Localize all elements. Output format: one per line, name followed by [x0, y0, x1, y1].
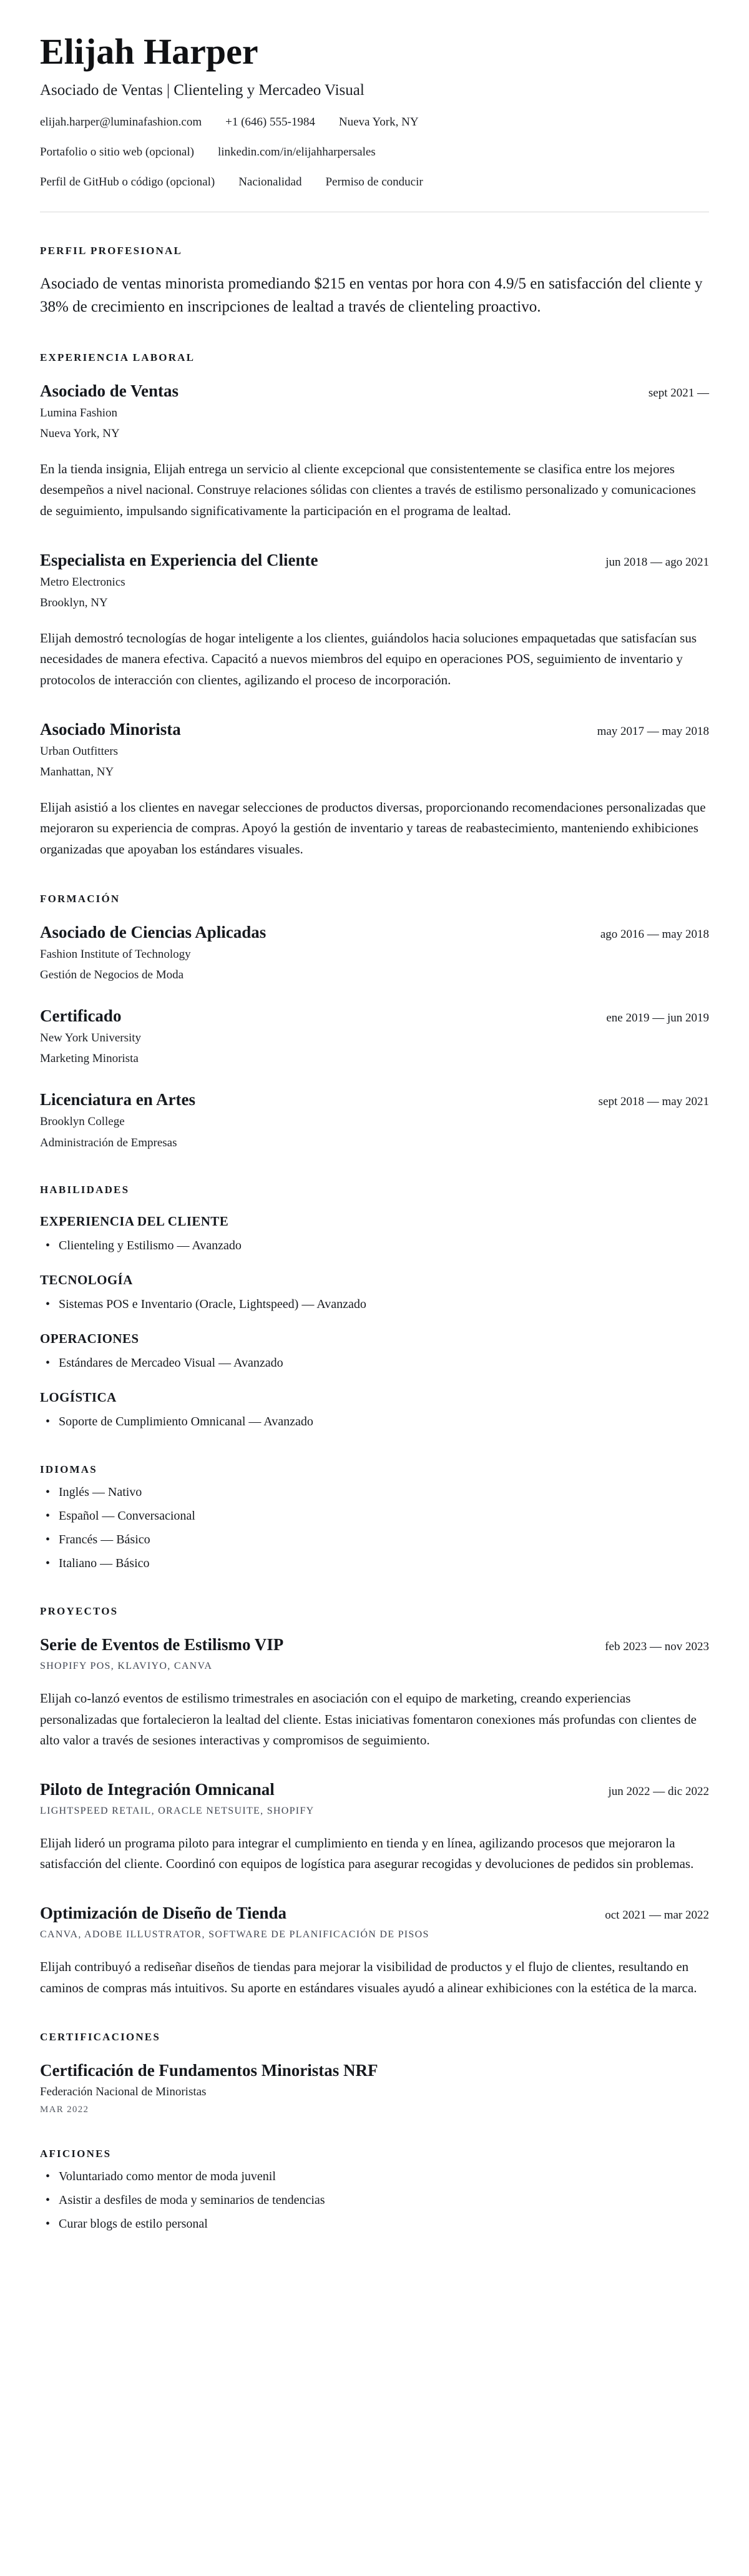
degree-dates: ene 2019 — jun 2019: [606, 1011, 709, 1025]
section-skills: [40, 1184, 709, 1431]
job-dates: sept 2021 —: [648, 386, 709, 400]
portfolio-text: Portafolio o sitio web (opcional): [40, 145, 194, 159]
entry-head: [40, 551, 709, 570]
project-description: Elijah co-lanzó eventos de estilismo trimestrales en asociación con el equipo de marketing, creando experiencias personalizadas que fortalecieron la lealtad del cliente. Estas iniciativas fomentaron conexiones más profundas con clientes de alto valor a través de sesiones interactivas y compromisos de seguimiento.: [40, 1691, 697, 1748]
hobby-item: • Asistir a desfiles de moda y seminarios de tendencias: [40, 2191, 709, 2210]
entry-head: [40, 381, 709, 401]
education-entry: [40, 1090, 709, 1151]
skill-list: [40, 1413, 709, 1431]
project-entry: [40, 1780, 709, 1875]
job-dates: jun 2018 — ago 2021: [605, 555, 709, 569]
experience-entry: [40, 720, 709, 860]
project-description: Elijah lideró un programa piloto para integrar el cumplimiento en tienda y en línea, agilizando procesos que mejoraron la satisfacción del cliente. Coordinó con equipos de logística para asegurar recogidas y devoluciones de pedidos sin problemas.: [40, 1835, 694, 1872]
degree-dates: sept 2018 — may 2021: [598, 1094, 709, 1108]
entry-head: [40, 1780, 709, 1799]
driving-permit-text: Permiso de conducir: [325, 175, 423, 189]
skill-group-heading: EXPERIENCIA DEL CLIENTE: [40, 1214, 229, 1229]
project-dates: jun 2022 — dic 2022: [608, 1784, 709, 1798]
certification-org: Federación Nacional de Minoristas: [40, 2085, 207, 2099]
experience-entry: [40, 381, 709, 522]
project-title: Serie de Eventos de Estilismo VIP: [40, 1635, 284, 1654]
project-dates: feb 2023 — nov 2023: [605, 1640, 709, 1654]
resume-header: [40, 32, 709, 189]
section-education: [40, 893, 709, 1152]
github-text: Perfil de GitHub o código (opcional): [40, 175, 215, 189]
certifications-heading: CERTIFICACIONES: [40, 2031, 160, 2043]
linkedin-text: linkedin.com/in/elijahharpersales: [217, 145, 376, 159]
hobby-list: [40, 2168, 709, 2233]
hobby-item: • Voluntariado como mentor de moda juvenil: [40, 2168, 709, 2186]
person-headline: Asociado de Ventas | Clienteling y Mercadeo Visual: [40, 81, 365, 99]
section-hobbies: [40, 2148, 709, 2233]
degree-dates: ago 2016 — may 2018: [600, 927, 709, 941]
field-of-study: Marketing Minorista: [40, 1052, 139, 1066]
degree-title: Licenciatura en Artes: [40, 1089, 195, 1109]
project-entry: [40, 1904, 709, 1998]
section-projects: [40, 1605, 709, 1998]
education-heading: FORMACIÓN: [40, 892, 120, 905]
phone-text: +1 (646) 555-1984: [225, 115, 315, 129]
person-name: Elijah Harper: [40, 31, 258, 72]
section-profile: [40, 245, 709, 319]
profile-heading: PERFIL PROFESIONAL: [40, 244, 183, 257]
skill-list: [40, 1237, 709, 1255]
education-entry: [40, 1006, 709, 1068]
skill-group: [40, 1390, 709, 1431]
skill-item: • Sistemas POS e Inventario (Oracle, Lightspeed) — Avanzado: [40, 1295, 709, 1314]
skill-item: • Estándares de Mercadeo Visual — Avanzado: [40, 1354, 709, 1372]
contact-row-3: [40, 175, 709, 189]
project-tools: LIGHTSPEED RETAIL, ORACLE NETSUITE, SHOPIFY: [40, 1805, 315, 1816]
job-location: Brooklyn, NY: [40, 596, 108, 610]
job-description: Elijah demostró tecnologías de hogar inteligente a los clientes, guiándolos hacia soluciones empaquetadas que satisfacían sus necesidades de manera efectiva. Capacitó a nuevos miembros del equipo en operaciones POS, seguimiento de inventario y protocolos de interacción con clientes, agilizando el proceso de incorporación.: [40, 630, 697, 687]
project-title: Optimización de Diseño de Tienda: [40, 1904, 287, 1923]
contact-row-2: [40, 145, 709, 159]
degree-title: Certificado: [40, 1006, 122, 1025]
project-dates: oct 2021 — mar 2022: [605, 1909, 709, 1922]
school-name: New York University: [40, 1031, 142, 1045]
skills-heading: HABILIDADES: [40, 1184, 130, 1196]
entry-head: [40, 1635, 709, 1654]
skill-item: • Soporte de Cumplimiento Omnicanal — Avanzado: [40, 1413, 709, 1431]
job-company: Urban Outfitters: [40, 744, 119, 758]
skill-list: [40, 1354, 709, 1372]
entry-head: [40, 1090, 709, 1109]
job-location: Nueva York, NY: [40, 427, 120, 441]
languages-heading: IDIOMAS: [40, 1463, 97, 1476]
certification-title: Certificación de Fundamentos Minoristas NRF: [40, 2061, 378, 2080]
skill-group-heading: TECNOLOGÍA: [40, 1272, 133, 1288]
language-item: • Inglés — Nativo: [40, 1483, 709, 1502]
entry-head: [40, 1006, 709, 1026]
job-title: Especialista en Experiencia del Cliente: [40, 550, 318, 569]
profile-summary: Asociado de ventas minorista promediando $215 en ventas por hora con 4.9/5 en satisfacción del cliente y 38% de crecimiento en inscripciones de lealtad a través de clienteling proactivo.: [40, 275, 703, 316]
experience-heading: EXPERIENCIA LABORAL: [40, 351, 195, 363]
certification-date: MAR 2022: [40, 2105, 89, 2115]
degree-title: Asociado de Ciencias Aplicadas: [40, 922, 267, 941]
skill-group: [40, 1214, 709, 1255]
education-entry: [40, 923, 709, 984]
nationality-text: Nacionalidad: [238, 175, 302, 189]
location-text: Nueva York, NY: [338, 115, 419, 129]
section-languages: [40, 1463, 709, 1573]
contact-row-1: [40, 116, 709, 129]
entry-head: [40, 720, 709, 739]
job-description: En la tienda insignia, Elijah entrega un servicio al cliente excepcional que consistentemente se clasifica entre los mejores desempeños a nivel nacional. Construye relaciones sólidas con clientes a través de estilismo personalizado y comunicaciones de seguimiento, impulsando significativamente la participación en el programa de lealtad.: [40, 461, 696, 518]
job-location: Manhattan, NY: [40, 765, 114, 779]
entry-head: [40, 1904, 709, 1923]
email-text: elijah.harper@luminafashion.com: [40, 115, 202, 129]
project-description: Elijah contribuyó a rediseñar diseños de tiendas para mejorar la visibilidad de productos y el flujo de clientes, resultando en caminos de compras más intuitivos. Su aporte en estándares visuales ayudó a alinear exhibiciones con la estética de la marca.: [40, 1959, 697, 1995]
projects-heading: PROYECTOS: [40, 1605, 119, 1618]
experience-entry: [40, 551, 709, 691]
language-list: [40, 1483, 709, 1573]
job-title: Asociado Minorista: [40, 719, 181, 739]
field-of-study: Gestión de Negocios de Moda: [40, 968, 184, 982]
skill-group-heading: OPERACIONES: [40, 1331, 139, 1347]
field-of-study: Administración de Empresas: [40, 1136, 177, 1149]
language-item: • Español — Conversacional: [40, 1507, 709, 1525]
section-certifications: [40, 2031, 709, 2115]
skill-list: [40, 1295, 709, 1314]
certification-entry: [40, 2061, 709, 2115]
skill-item: • Clienteling y Estilismo — Avanzado: [40, 1237, 709, 1255]
hobby-item: • Curar blogs de estilo personal: [40, 2215, 709, 2233]
school-name: Fashion Institute of Technology: [40, 947, 191, 961]
language-item: • Italiano — Básico: [40, 1555, 709, 1573]
project-entry: [40, 1635, 709, 1751]
job-company: Lumina Fashion: [40, 406, 118, 420]
skill-group: [40, 1272, 709, 1314]
project-title: Piloto de Integración Omnicanal: [40, 1779, 275, 1799]
project-tools: CANVA, ADOBE ILLUSTRATOR, SOFTWARE DE PLANIFICACIÓN DE PISOS: [40, 1929, 429, 1940]
job-title: Asociado de Ventas: [40, 381, 179, 400]
skill-group: [40, 1331, 709, 1372]
job-dates: may 2017 — may 2018: [597, 724, 709, 738]
school-name: Brooklyn College: [40, 1114, 125, 1128]
job-description: Elijah asistió a los clientes en navegar selecciones de productos diversas, proporcionando recomendaciones personalizadas que mejoraron su experiencia de compras. Apoyó la gestión de inventario y tareas de reabastecimiento, manteniendo exhibiciones organizadas que apoyaban los estándares visuales.: [40, 799, 706, 857]
skill-group-heading: LOGÍSTICA: [40, 1390, 117, 1405]
project-tools: SHOPIFY POS, KLAVIYO, CANVA: [40, 1661, 213, 1672]
entry-head: [40, 923, 709, 942]
section-experience: [40, 351, 709, 860]
hobbies-heading: AFICIONES: [40, 2148, 112, 2160]
language-item: • Francés — Básico: [40, 1531, 709, 1549]
job-company: Metro Electronics: [40, 575, 125, 589]
